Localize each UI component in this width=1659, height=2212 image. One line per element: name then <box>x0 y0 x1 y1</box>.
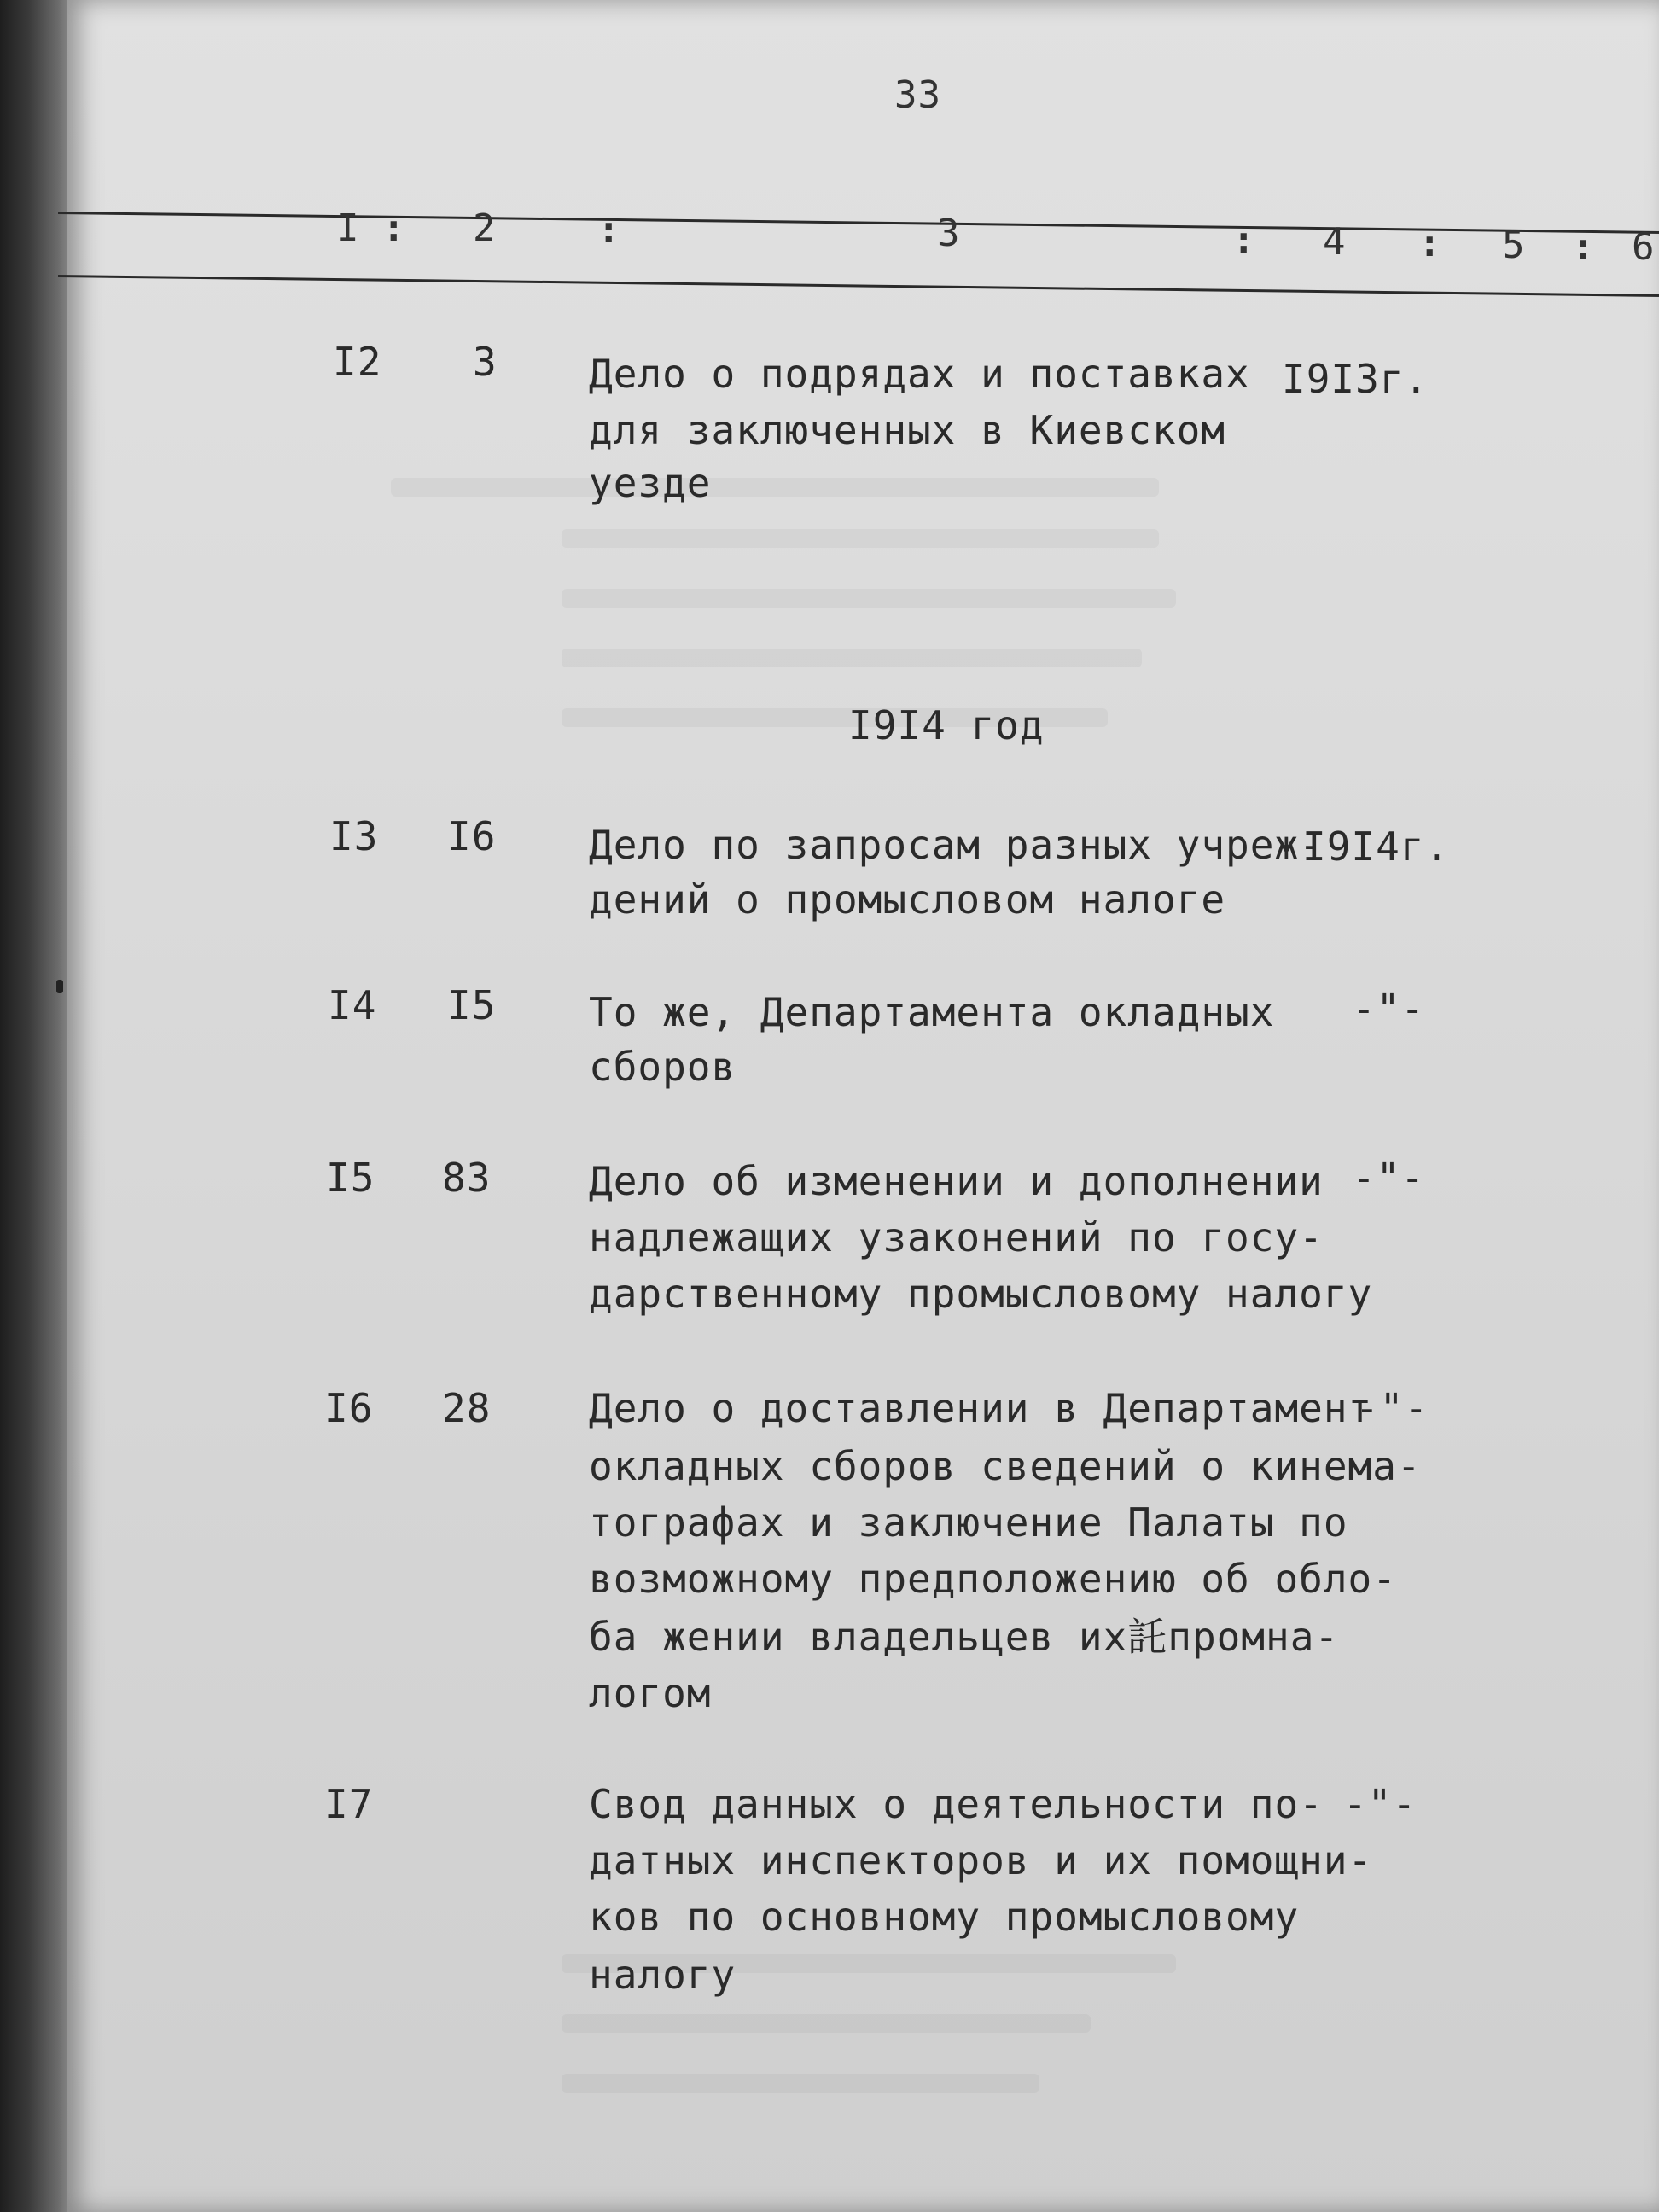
column-header-2: 2 <box>473 207 496 250</box>
entry-number: I2 <box>333 339 382 385</box>
entry-date: -"- <box>1355 1385 1429 1431</box>
entry-title-line: уезде <box>589 460 712 506</box>
column-header-3: 3 <box>937 212 960 255</box>
entry-title-line: тографах и заключение Палаты по <box>589 1499 1348 1545</box>
entry-title-line: Дело по запросам разных учреж- <box>589 822 1324 868</box>
entry-date: I9I4г. <box>1302 824 1450 870</box>
bleed-through <box>562 649 1142 667</box>
entry-date: -"- <box>1352 1155 1426 1201</box>
entry-file-count: 83 <box>442 1155 492 1201</box>
margin-mark <box>56 980 63 993</box>
entry-number: I4 <box>328 982 377 1028</box>
entry-date: I9I3г. <box>1282 356 1429 402</box>
entry-title-line: дарственному промысловому налогу <box>589 1271 1373 1317</box>
entry-file-count: 3 <box>473 339 498 385</box>
entry-title-line: логом <box>589 1670 712 1716</box>
entry-title-line: надлежащих узаконений по госу- <box>589 1214 1324 1260</box>
column-separator: : <box>382 207 405 250</box>
column-header-6: 6 <box>1632 225 1655 269</box>
entry-file-count: 28 <box>442 1385 492 1431</box>
entry-title-line: налогу <box>589 1952 736 1998</box>
entry-title-line: дений о промысловом налоге <box>589 876 1226 923</box>
entry-number: I7 <box>324 1781 374 1827</box>
entry-title-line: ков по основному промысловому <box>589 1894 1300 1940</box>
entry-title-line: окладных сборов сведений о кинема- <box>589 1443 1422 1489</box>
entry-title-line: сборов <box>589 1044 736 1090</box>
entry-title-line: датных инспекторов и их помощни- <box>589 1837 1373 1883</box>
bleed-through <box>562 589 1176 608</box>
entry-date: -"- <box>1343 1781 1417 1827</box>
bleed-through <box>562 2014 1091 2033</box>
entry-title-line: возможному предположению об обло- <box>589 1556 1397 1602</box>
header-rule-bottom <box>58 275 1659 297</box>
bleed-through <box>391 478 1159 497</box>
page-number: 33 <box>894 73 941 117</box>
entry-file-count: I6 <box>447 813 497 859</box>
section-year-heading: I9I4 год <box>848 702 1045 748</box>
column-separator: : <box>1232 218 1255 262</box>
entry-title-line: Свод данных о деятельности по- <box>589 1781 1324 1827</box>
entry-date: -"- <box>1352 986 1426 1032</box>
column-separator: : <box>1418 222 1441 265</box>
column-header-5: 5 <box>1502 224 1525 267</box>
bleed-through <box>562 2074 1039 2093</box>
entry-file-count: I5 <box>447 982 497 1028</box>
column-separator: : <box>1572 225 1595 269</box>
column-header-4: 4 <box>1323 220 1346 264</box>
bleed-through <box>562 529 1159 548</box>
entry-title-line: То же, Департамента окладных <box>589 989 1275 1035</box>
column-separator: : <box>597 208 620 252</box>
entry-title-line: бa жении владельцев их託промна- <box>589 1614 1340 1660</box>
entry-number: I6 <box>324 1385 374 1431</box>
entry-number: I3 <box>329 813 379 859</box>
entry-title-line: Дело о подрядах и поставках <box>589 351 1250 397</box>
document-page <box>67 0 1659 2212</box>
column-header-1: I <box>336 207 359 250</box>
binding-shadow <box>0 0 72 2212</box>
entry-number: I5 <box>326 1155 375 1201</box>
entry-title-line: Дело о доставлении в Департамент <box>589 1385 1373 1431</box>
entry-title-line: для заключенных в Киевском <box>589 407 1226 453</box>
entry-title-line: Дело об изменении и дополнении <box>589 1158 1324 1204</box>
